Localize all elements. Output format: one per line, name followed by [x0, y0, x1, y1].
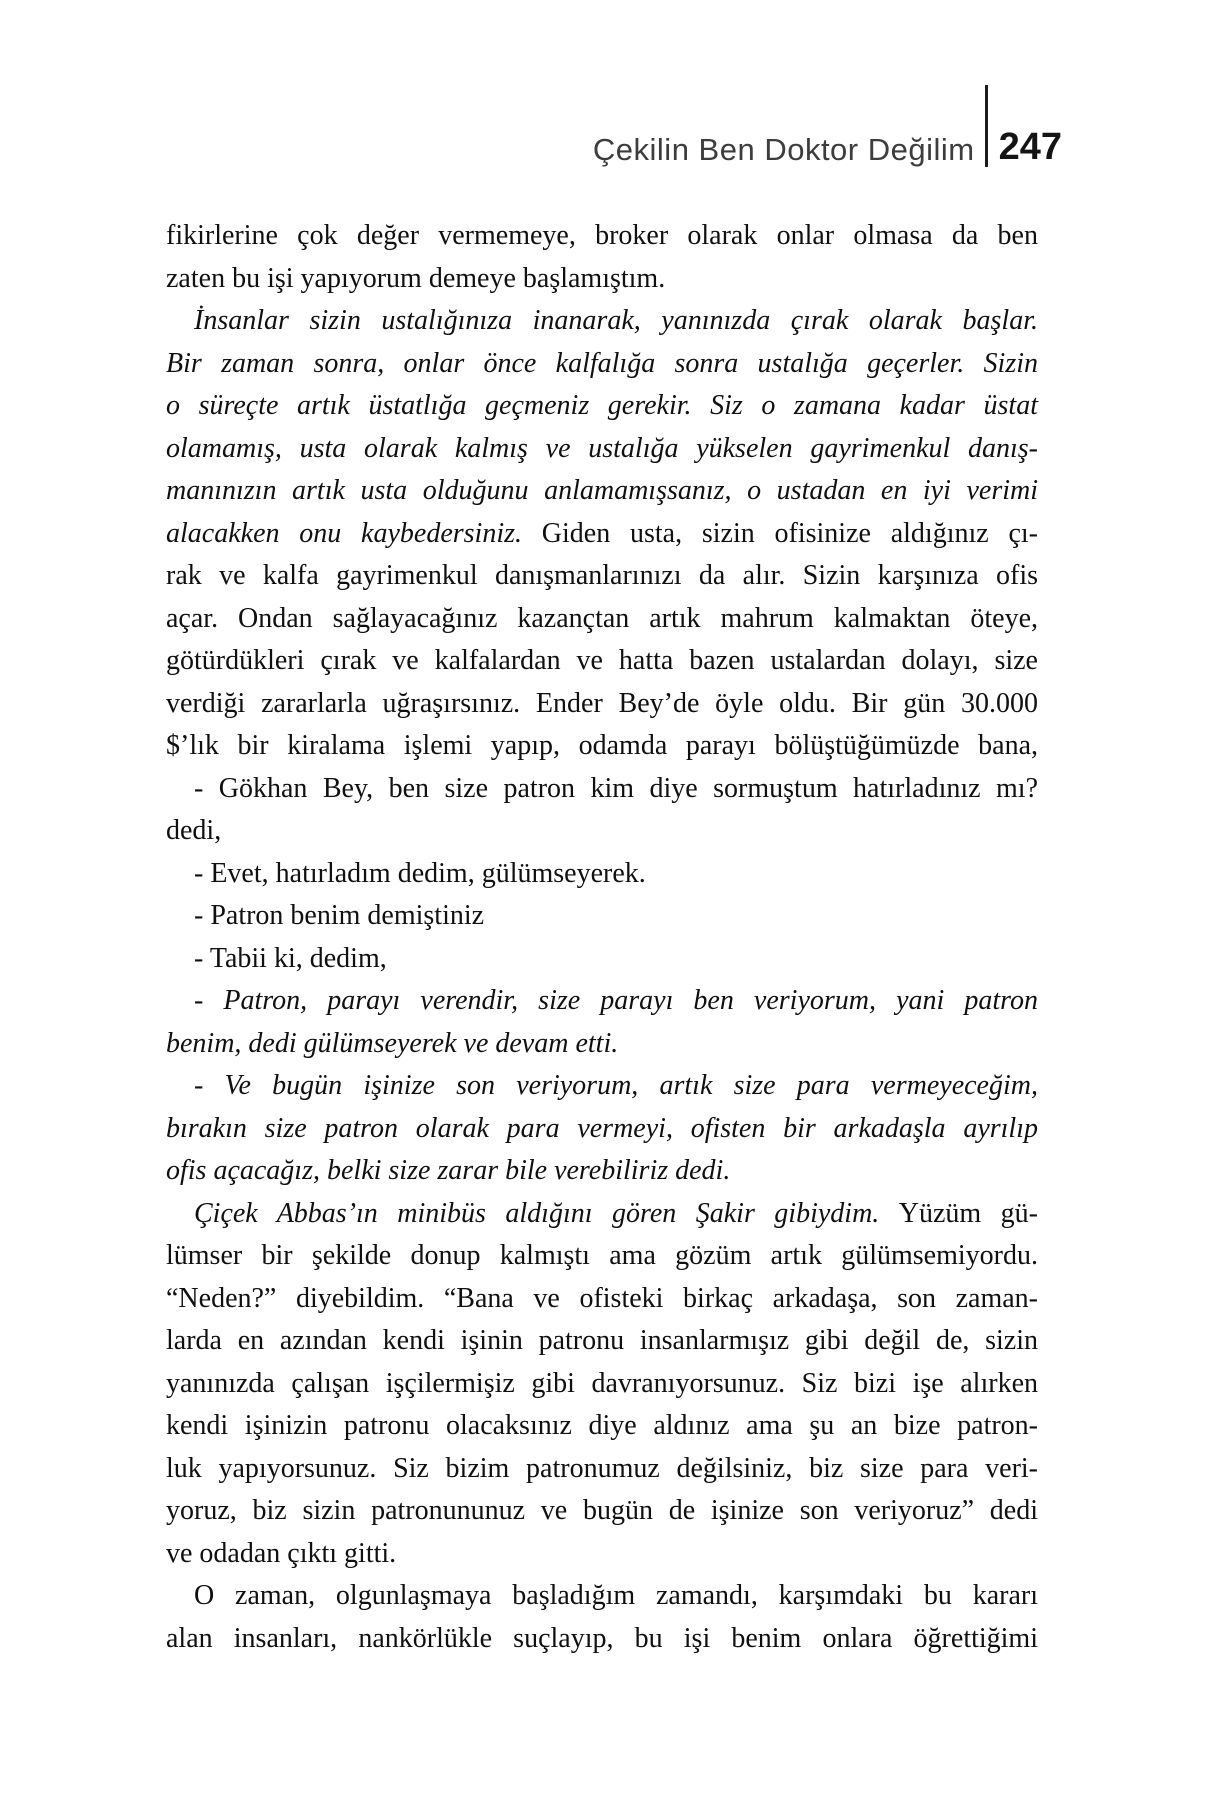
text-run: Giden usta, sizin ofisinize aldığınız çı-: [541, 517, 1038, 549]
text-run: Yüzüm gü-: [898, 1197, 1038, 1229]
text-line: [166, 768, 1038, 811]
text-line: [166, 300, 1038, 343]
text-line: [166, 853, 1038, 896]
text-run: larda en azından kendi işinin patronu insanlarmışız gibi değil de, sizin: [166, 1325, 1038, 1356]
text-run: “Neden?” diyebildim. “Bana ve ofisteki birkaç arkadaşa, son zaman-: [166, 1282, 1038, 1314]
text-run: zaten bu işi yapıyorum demeye başlamıştım.: [166, 262, 666, 294]
chapter-title: Çekilin Ben Doktor Değilim: [592, 132, 975, 167]
text-run: rak ve kalfa gayrimenkul danışmanlarınızı da alır. Sizin karşınıza ofis: [166, 560, 1038, 591]
text-line: [166, 1320, 1038, 1363]
text-line: [166, 1193, 1038, 1236]
text-run: benim, dedi gülümseyerek ve devam etti.: [166, 1027, 619, 1059]
text-run: manınızın artık usta olduğunu anlamamışsanız, o ustadan en iyi verimi: [166, 475, 1038, 506]
text-line: [166, 1065, 1038, 1108]
text-line: [166, 1575, 1038, 1618]
text-line: [166, 385, 1038, 428]
text-run: ve odadan çıktı gitti.: [166, 1537, 397, 1569]
text-line: [166, 725, 1038, 768]
text-run: olamamış, usta olarak kalmış ve ustalığa yükselen gayrimenkul danış-: [166, 432, 1038, 464]
header-divider: [985, 85, 988, 167]
text-line: [166, 810, 1038, 853]
text-line: [166, 555, 1038, 598]
text-run: O zaman, olgunlaşmaya başladığım zamandı, karşımdaki bu kararı: [194, 1580, 1038, 1611]
text-run: yoruz, biz sizin patronununuz ve bugün de işinize son veriyoruz” dedi: [166, 1495, 1038, 1526]
text-run: alan insanları, nankörlükle suçlayıp, bu işi benim onlara öğrettiğimi: [166, 1622, 1038, 1654]
text-run: Çiçek Abbas’ın minibüs aldığını gören Şakir gibiydim.: [194, 1197, 899, 1229]
text-line: [166, 1150, 1038, 1193]
text-run: lümser bir şekilde donup kalmıştı ama gözüm artık gülümsemiyordu.: [166, 1240, 1038, 1271]
text-run: götürdükleri çırak ve kalfalardan ve hatta bazen ustalardan dolayı, size: [166, 645, 1038, 676]
text-run: - Gökhan Bey, ben size patron kim diye sormuştum hatırladınız mı?: [194, 772, 1038, 804]
text-line: [166, 258, 1038, 301]
text-run: Bir zaman sonra, onlar önce kalfalığa sonra ustalığa geçerler. Sizin: [166, 347, 1038, 379]
text-run: kendi işinizin patronu olacaksınız diye aldınız ama şu an bize patron-: [166, 1410, 1038, 1441]
text-run: - Patron benim demiştiniz: [194, 900, 485, 931]
text-line: [166, 980, 1038, 1023]
text-run: ofis açacağız, belki size zarar bile verebiliriz dedi.: [166, 1155, 731, 1186]
text-run: yanınızda çalışan işçilermişiz gibi davranıyorsunuz. Siz bizi işe alırken: [166, 1367, 1038, 1399]
text-run: luk yapıyorsunuz. Siz bizim patronumuz değilsiniz, biz size para veri-: [166, 1452, 1038, 1484]
text-line: [166, 1490, 1038, 1533]
text-run: açar. Ondan sağlayacağınız kazançtan artık mahrum kalmaktan öteye,: [166, 602, 1038, 634]
text-run: İnsanlar sizin ustalığınıza inanarak, yanınızda çırak olarak başlar.: [194, 305, 1038, 336]
page-number: 247: [998, 126, 1062, 168]
text-line: [166, 343, 1038, 386]
text-run: bırakın size patron olarak para vermeyi, ofisten bir arkadaşla ayrılıp: [166, 1112, 1038, 1144]
text-line: [166, 895, 1038, 938]
text-line: [166, 1235, 1038, 1278]
text-run: $’lık bir kiralama işlemi yapıp, odamda parayı bölüştüğümüzde bana,: [166, 730, 1038, 761]
text-line: [166, 513, 1038, 556]
body-text-block: [166, 215, 1038, 1660]
text-line: [166, 428, 1038, 471]
text-line: [166, 1448, 1038, 1491]
text-run: fikirlerine çok değer vermemeye, broker olarak onlar olmasa da ben: [166, 220, 1038, 251]
text-run: - Evet, hatırladım dedim, gülümseyerek.: [194, 857, 646, 889]
text-line: [166, 1023, 1038, 1066]
text-run: alacakken onu kaybedersiniz.: [166, 517, 542, 549]
text-line: [166, 683, 1038, 726]
text-line: [166, 1405, 1038, 1448]
text-run: - Tabii ki, dedim,: [194, 942, 387, 974]
text-run: - Ve bugün işinize son veriyorum, artık size para vermeyeceğim,: [194, 1070, 1038, 1101]
text-line: [166, 470, 1038, 513]
text-line: [166, 598, 1038, 641]
text-line: [166, 938, 1038, 981]
text-run: o süreçte artık üstatlığa geçmeniz gerekir. Siz o zamana kadar üstat: [166, 390, 1038, 421]
text-line: [166, 215, 1038, 258]
text-line: [166, 640, 1038, 683]
text-line: [166, 1108, 1038, 1151]
text-line: [166, 1533, 1038, 1576]
text-run: dedi,: [166, 815, 222, 846]
page-header: [593, 85, 1062, 167]
text-line: [166, 1278, 1038, 1321]
text-run: verdiği zararlarla uğraşırsınız. Ender Bey’de öyle oldu. Bir gün 30.000: [166, 687, 1038, 719]
text-line: [166, 1618, 1038, 1661]
text-run: - Patron, parayı verendir, size parayı ben veriyorum, yani patron: [194, 985, 1038, 1016]
text-line: [166, 1363, 1038, 1406]
